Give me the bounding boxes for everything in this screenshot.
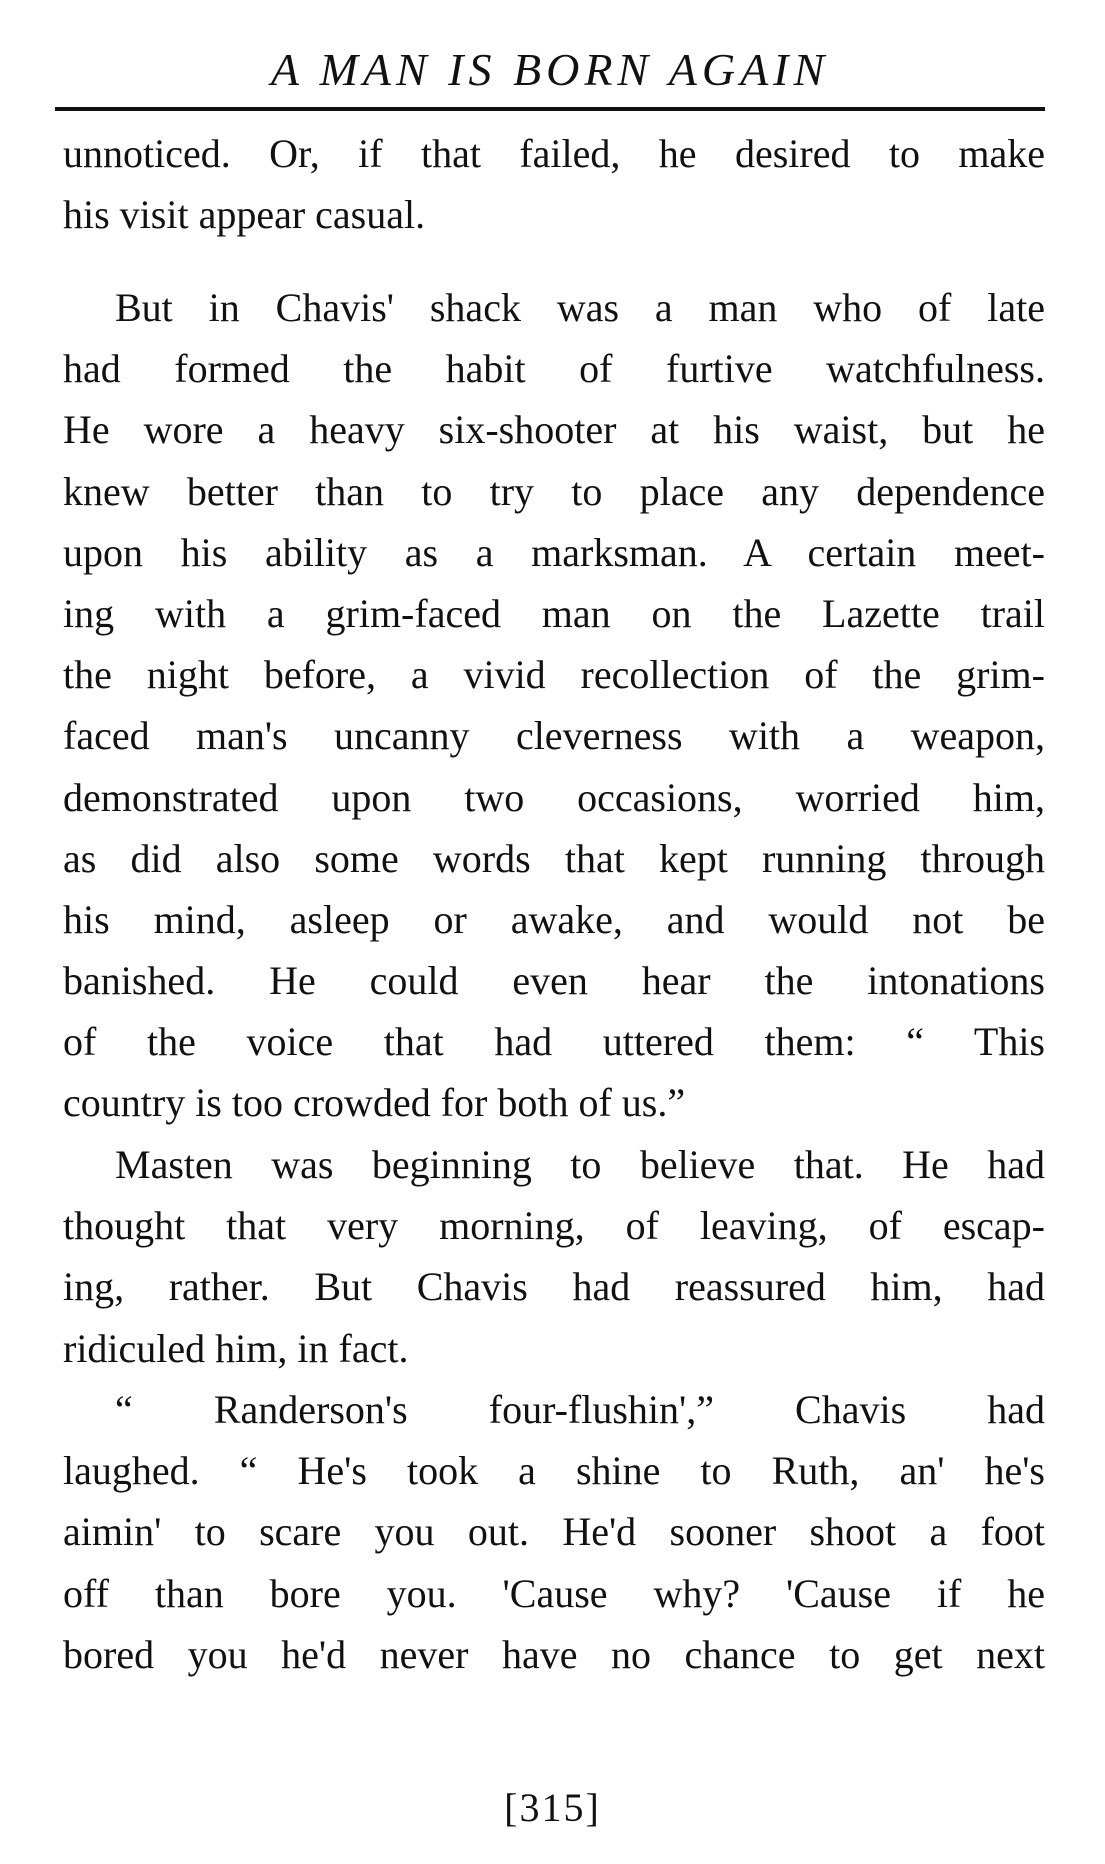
text-line: ridiculed him, in fact. xyxy=(63,1325,409,1371)
text-line: knew better than to try to place any dependence xyxy=(63,468,1045,514)
text-line: Masten was beginning to believe that. He had xyxy=(115,1142,1045,1187)
text-line: of the voice that had uttered them: “ This xyxy=(63,1019,1045,1065)
text-line: “ Randerson's four-flushin',” Chavis had xyxy=(115,1387,1045,1432)
text-line: the night before, a vivid recollection of the grim- xyxy=(63,652,1045,698)
paragraph-1 xyxy=(63,123,1045,245)
text-line: demonstrated upon two occasions, worried him, xyxy=(63,774,1045,820)
text-line: banished. He could even hear the intonations xyxy=(63,958,1045,1004)
running-head: A MAN IS BORN AGAIN xyxy=(270,44,830,95)
text-line: country is too crowded for both of us.” xyxy=(63,1080,686,1126)
paragraph-2 xyxy=(63,277,1045,1134)
text-line: bored you he'd never have no chance to get next xyxy=(63,1631,1045,1677)
text-line: upon his ability as a marksman. A certain meet- xyxy=(63,529,1045,575)
paragraph-3 xyxy=(63,1134,1045,1379)
text-line: off than bore you. 'Cause why? 'Cause if he xyxy=(63,1570,1045,1616)
text-line: laughed. “ He's took a shine to Ruth, an' he's xyxy=(63,1448,1045,1494)
text-line: faced man's uncanny cleverness with a weapon, xyxy=(63,713,1045,759)
text-line: He wore a heavy six-shooter at his waist, but he xyxy=(63,407,1045,453)
paragraph-4 xyxy=(63,1379,1045,1685)
text-line: had formed the habit of furtive watchfulness. xyxy=(63,346,1045,392)
text-line: But in Chavis' shack was a man who of late xyxy=(115,285,1045,330)
header-rule xyxy=(55,107,1045,111)
page-number: [315] xyxy=(504,1785,601,1830)
text-line: ing, rather. But Chavis had reassured him, had xyxy=(63,1264,1045,1310)
text-line: his visit appear casual. xyxy=(63,192,426,238)
text-line: his mind, asleep or awake, and would not be xyxy=(63,896,1045,942)
text-line: as did also some words that kept running through xyxy=(63,835,1045,881)
text-line: aimin' to scare you out. He'd sooner shoot a foot xyxy=(63,1509,1045,1555)
text-line: thought that very morning, of leaving, of escap- xyxy=(63,1203,1045,1249)
text-line: ing with a grim-faced man on the Lazette trail xyxy=(63,590,1045,636)
text-line: unnoticed. Or, if that failed, he desired to make xyxy=(63,131,1045,176)
